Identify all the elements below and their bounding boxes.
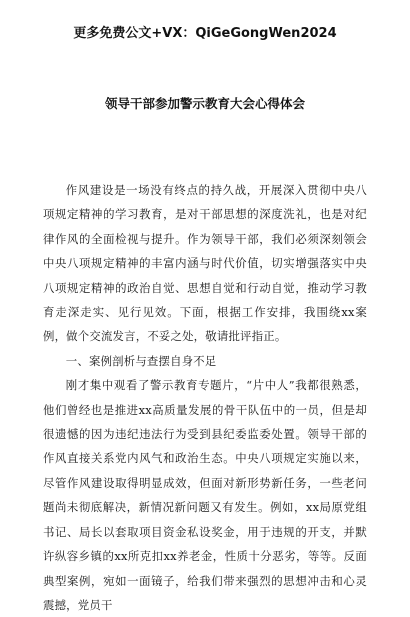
section-paragraph: 刚才集中观看了警示教育专题片，“片中人”我都很熟悉，他们曾经也是推进xx高质量发展的骨干队伍中的一员，但是却很遗憾的因为违纪违法行为受到县纪委监委处置。领导干部的作风直接关系党内风气和政治生态。中央八项规定实施以来，尽管作风建设取得明显成效，但面对新形势新任务，一些老问题尚未彻底解决，新情况新问题又有发生。例如，xx局原党组书记、局长以套取项目资金私设奖金，用于违规的开支，并默许纵容乡镇的xx所克扣xx养老金，性质十分恶劣，等等。反面典型案例，宛如一面镜子，给我们带来强烈的思想冲击和心灵震撼，党员干 [43,378,367,612]
watermark-header: 更多免费公文+VX：QiGeGongWen2024 [73,26,337,41]
section-heading: 一、案例剖析与查摆自身不足 [65,353,217,368]
document-body [43,178,367,617]
document-title: 领导干部参加警示教育大会心得体会 [104,96,305,111]
intro-paragraph: 作风建设是一场没有终点的持久战，开展深入贯彻中央八项规定精神的学习教育，是对干部思想的深度洗礼，也是对纪律作风的全面检视与提升。作为领导干部，我们必须深刻领会中央八项规定精神的丰富内涵与时代价值，切实增强落实中央八项规定精神的政治自觉、思想自觉和行动自觉，推动学习教育走深走实、见行见效。下面，根据工作安排，我围绕xx案例，做个交流发言，不妥之处，敬请批评指正。 [43,183,367,344]
